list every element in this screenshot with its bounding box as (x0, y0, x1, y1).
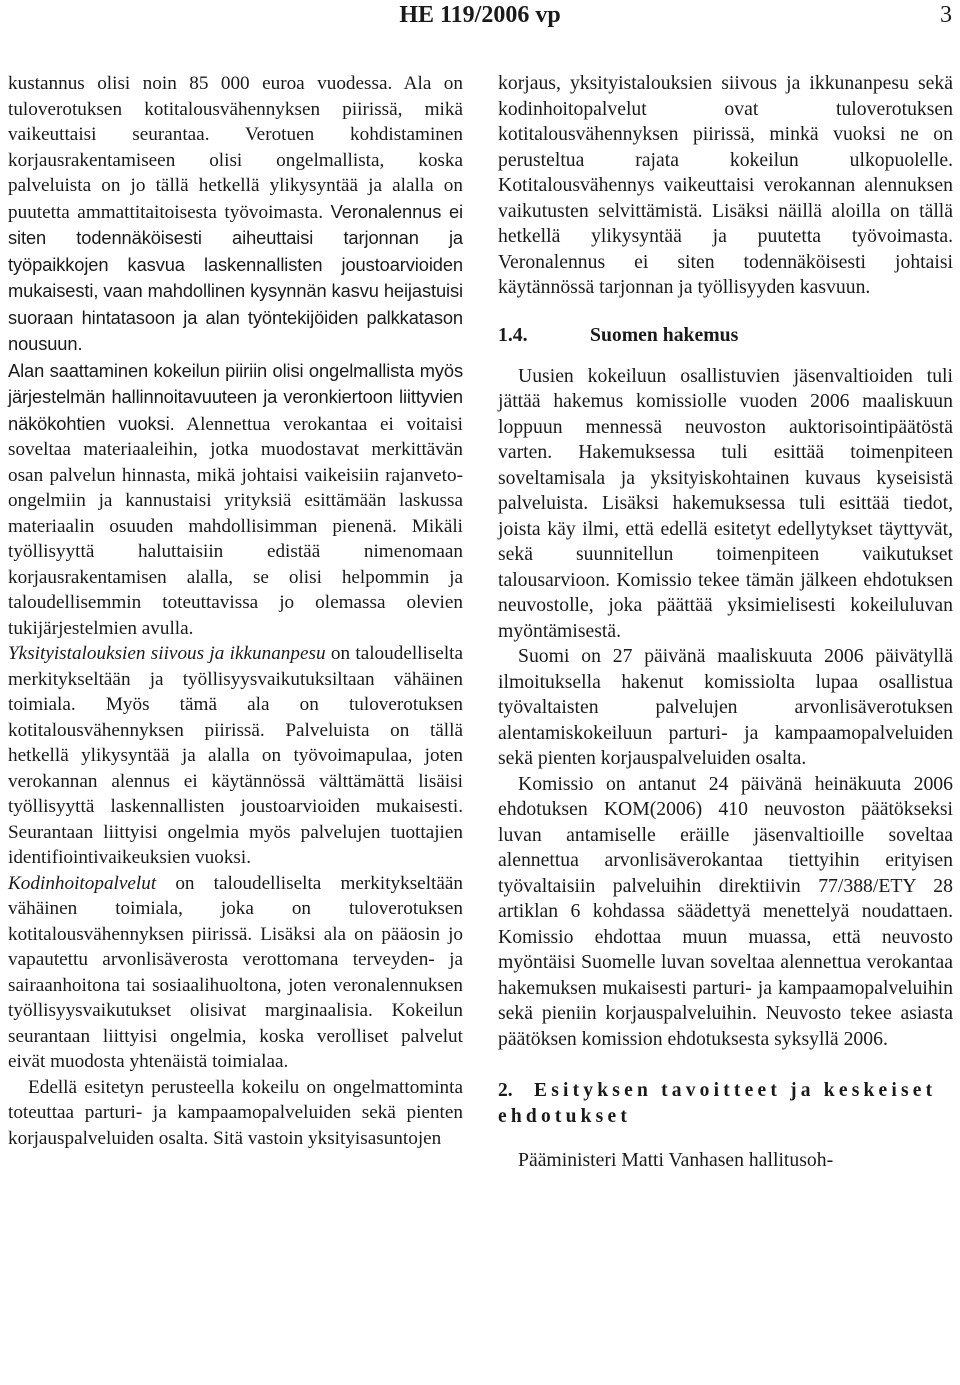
paragraph: Suomi on 27 päivänä maaliskuuta 2006 päivätyllä ilmoituksella hakenut komissiolta lupaa osallistua työvaltaisten palvelujen arvonlisäverotuksen alentamiskokeiluun parturi- ja kampaamopalveluiden sekä pienten korjauspalveluiden osalta. (498, 645, 953, 769)
paragraph (8, 641, 463, 871)
paragraph: Komissio on antanut 24 päivänä heinäkuuta 2006 ehdotuksen KOM(2006) 410 neuvoston päätökseksi luvan antamiselle eräille jäsenvaltioille soveltaa alennettua arvonlisäverokantaa tiettyihin erityisen työvaltaisiin palveluihin direktiivin 77/388/ETY 28 artiklan 6 kohdassa säädettyä menettelyä noudattaen. Komissio ehdottaa muun muassa, että neuvosto myöntäisi Suomelle luvan soveltaa alennettua verokantaa hakemuksen mukaisesti parturi- ja kampaamopalveluihin sekä pieniin korjauspalveluihin. Neuvosto tekee asiasta päätöksen komission ehdotuksesta syksyllä 2006. (498, 772, 953, 1050)
paragraph (8, 358, 463, 642)
document-id: HE 119/2006 vp (399, 2, 561, 28)
right-column (498, 71, 953, 1174)
paragraph-text: on taloudelliselta merkitykseltään vähäinen toimiala, joka on tuloverotuksen kotitalousvähennyksen piirissä. Lisäksi ala on pääosin jo vapautettu arvonlisäverosta verottomana terveyden- ja sairaanhoitona tai sosiaalihuoltona, joten veronalennuksen työllisyysvaikutukset olisivat marginaalisia. Kokeilun seurantaan liittyisi ongelmia, koska verolliset palvelut eivät muodosta yhtenäistä toimialaa. (8, 872, 463, 1072)
left-column (8, 71, 463, 1151)
paragraph-text: Veronalennus ei siten todennäköisesti aiheuttaisi tarjonnan ja työpaikkojen kasvua laskennallisten joustoarvioiden mukaisesti, vaan mahdollinen kysynnän kasvu heijastuisi suoraan hintatasoon ja alan työntekijöiden palkkatason nousuun. (8, 200, 463, 354)
chapter-number: 2. (498, 1080, 513, 1101)
section-title: Suomen hakemus (590, 323, 739, 346)
paragraph (8, 71, 463, 358)
section-number: 1.4. (498, 323, 528, 346)
chapter-title: Esityksen tavoitteet ja keskeiset ehdotukset (498, 1080, 937, 1127)
paragraph-text: Alan saattaminen kokeilun piiriin olisi ongelmallista myös järjestelmän hallinnoitavuuteen ja veronkiertoon liittyvien näkökohtien vuoksi. (8, 359, 463, 434)
page-number: 3 (940, 2, 952, 28)
page-header (0, 0, 960, 32)
paragraph (8, 871, 463, 1075)
section-heading (498, 323, 953, 348)
paragraph: Uusien kokeiluun osallistuvien jäsenvaltioiden tuli jättää hakemus komissiolle vuoden 2006 maaliskuun loppuun mennessä neuvoston auktorisointipäätöstä varten. Hakemuksessa tuli esittää toimenpiteen soveltamisala ja yksityiskohtainen kuvaus kyseisistä palveluista. Lisäksi hakemuksessa tuli esittää tiedot, joista käy ilmi, että edellä esitetyt edellytykset täyttyvät, sekä suunnitellun toimenpiteen vaikutukset talousarvioon. Komissio tekee tämän jälkeen ehdotuksen neuvostolle, joka päättää yksimielisesti kokeiluluvan myöntämisestä. (498, 364, 953, 642)
paragraph: Edellä esitetyn perusteella kokeilu on ongelmattominta toteuttaa parturi- ja kampaamopalveluiden sekä pienten korjauspalveluiden osalta. Sitä vastoin yksityisasuntojen (8, 1076, 463, 1149)
italic-term: Yksityistalouksien siivous ja ikkunanpesu (8, 643, 326, 664)
italic-term: Kodinhoitopalvelut (8, 872, 157, 894)
paragraph: Pääministeri Matti Vanhasen hallitusoh- (518, 1149, 834, 1171)
paragraph: korjaus, yksityistalouksien siivous ja ikkunanpesu sekä kodinhoitopalvelut ovat tuloverotuksen kotitalousvähennyksen piirissä, minkä vuoksi ne on perusteltua rajata kokeilun ulkopuolelle. Kotitalousvähennys vaikeuttaisi verokannan alennuksen vaikutusten selvittämistä. Lisäksi näillä aloilla on tällä hetkellä ylikysyntää ja puutetta työvoimasta. Veronalennus ei siten todennäköisesti johtaisi käytännössä tarjonnan ja työllisyyden kasvuun. (498, 72, 953, 298)
paragraph-text: kustannus olisi noin 85 000 euroa vuodessa. Ala on tuloverotuksen kotitalousvähennyksen piirissä, mikä vaikeuttaisi seurantaa. Verotuen kohdistaminen korjausrakentamiseen olisi ongelmallista, koska palveluista on jo tällä hetkellä ylikysyntää ja alalla on puutetta ammattitaitoisesta työvoimasta. (8, 73, 463, 223)
chapter-heading (498, 1078, 953, 1130)
paragraph-text: Alennettua verokantaa ei voitaisi soveltaa materiaaleihin, jotka muodostavat merkittävän osan palvelun hinnasta, mikä johtaisi vaikeisiin rajanveto-ongelmiin ja kannustaisi yrityksiä esittämään laskussa materiaalin osuuden mahdollisimman pienenä. Mikäli työllisyyttä haluttaisiin edistää nimenomaan korjausrakentamisen alalla, se olisi helpommin ja taloudellisemmin toteuttavissa jo olemassa olevien tukijärjestelmien avulla. (8, 413, 464, 639)
paragraph-text: on taloudelliselta merkitykseltään ja työllisyysvaikutuksiltaan vähäinen toimiala. Myös tämä ala on tuloverotuksen kotitalousvähennyksen piirissä. Palveluista on tällä hetkellä ylikysyntää ja alalla on työvoimapulaa, joten verokannan alennus ei käytännössä välttämättä lisäisi työllisyyttä laskennallisten joustoarvioiden mukaisesti. Seurantaan liittyisi ongelmia myös palvelujen tuottajien identifiointivaikeuksien vuoksi. (8, 643, 463, 868)
